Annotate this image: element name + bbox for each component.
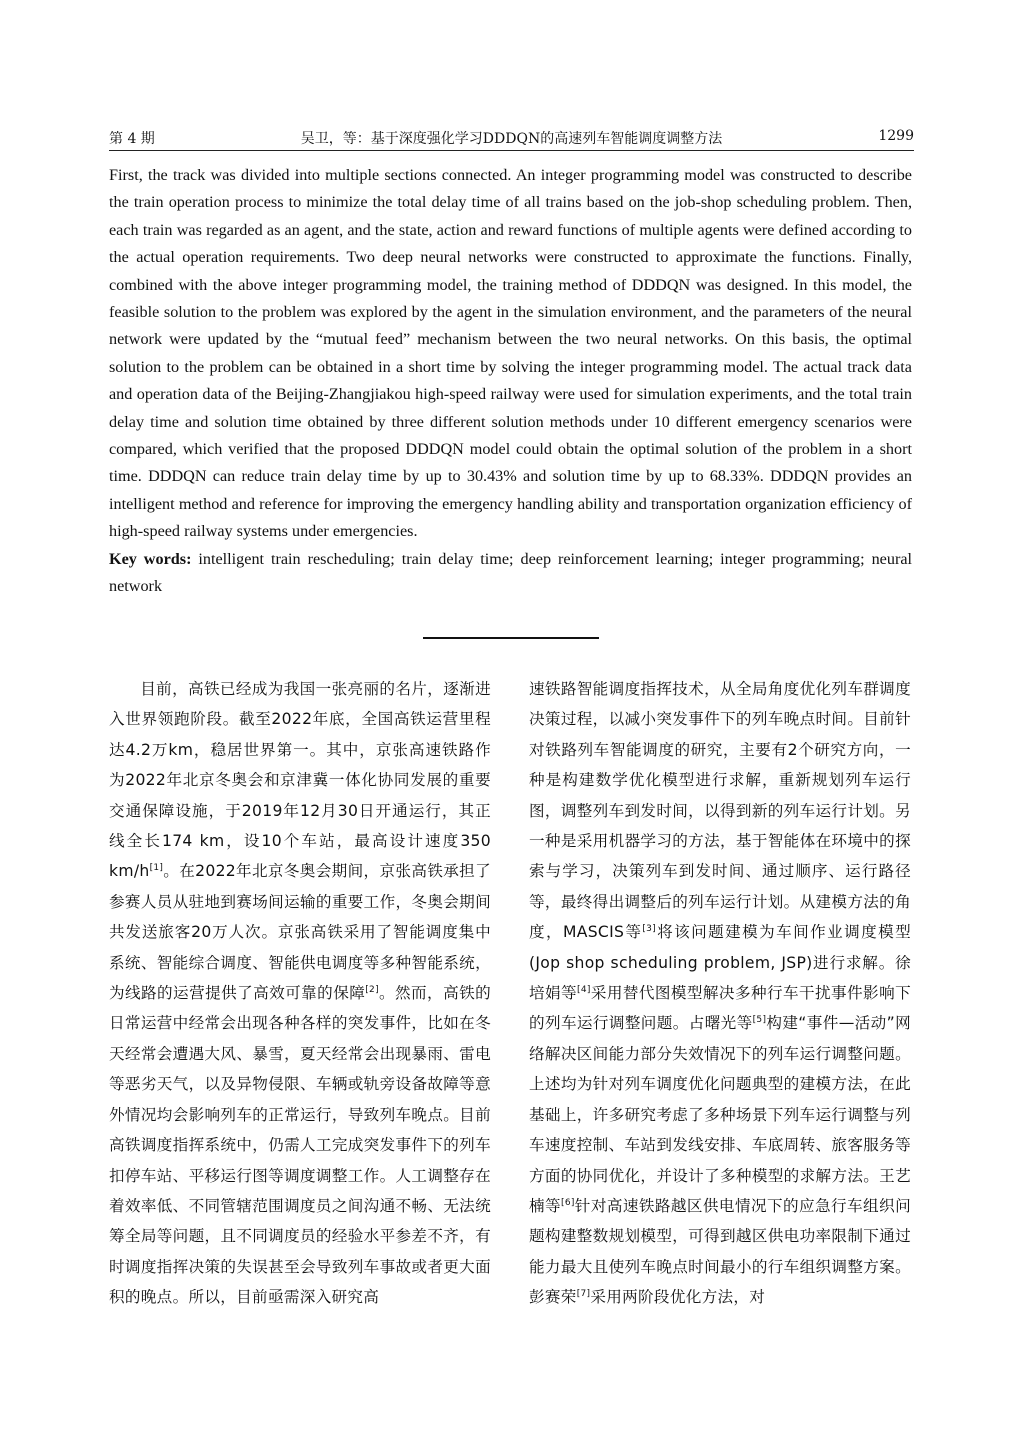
citation[interactable]: [4] (577, 984, 591, 995)
keywords-label: Key words: (109, 549, 192, 568)
body-column-left (109, 674, 491, 1313)
citation[interactable]: [7] (576, 1288, 591, 1299)
citation[interactable]: [1] (149, 863, 164, 874)
text-run: 采用两阶段优化方法，对 (590, 1288, 766, 1307)
text-run: 。在2022年北京冬奥会期间，京张高铁承担了参赛人员从驻地到赛场间运输的重要工作，冬奥会期间共发送旅客20万人次。京张高铁采用了智能调度集中系统、智能综合调度、智能供电调度等多种智能系统，为线路的运营提供了高效可靠的保障 (109, 862, 491, 1003)
citation[interactable]: [6] (561, 1197, 575, 1208)
abstract-text: First, the track was divided into multiple sections connected. An integer programming model was constructed to describe the train operation process to minimize the total delay time of all trains based on the job-shop scheduling problem. Then, each train was regarded as an agent, and the state, action and reward functions of multiple agents were defined according to the actual operation requirements. Two deep neural networks were constructed to approximate the functions. Finally, combined with the above integer programming model, the training method of DDDQN was designed. In this model, the feasible solution to the problem was explored by the agent in the simulation environment, and the parameters of the neural network were updated by the “mutual feed” mechanism between the two neural networks. On this basis, the optimal solution to the problem can be obtained in a short time by solving the integer programming model. The actual track data and operation data of the Beijing-Zhangjiakou high-speed railway were used for simulation experiments, and the total train delay time and solution time obtained by three different solution methods under 10 different emergency scenarios were compared, which verified that the proposed DDDQN model could obtain the optimal solution of the problem in a short time. DDDQN can reduce train delay time by up to 30.43% and solution time by up to 68.33%. DDDQN provides an intelligent method and reference for improving the emergency handling ability and transportation organization efficiency of high-speed railway systems under emergencies. (109, 166, 912, 541)
running-header (109, 128, 914, 151)
text-run: 。然而，高铁的日常运营中经常会出现各种各样的突发事件，比如在冬天经常会遭遇大风、暴雪，夏天经常会出现暴雨、雷电等恶劣天气，以及异物侵限、车辆或轨旁设备故障等意外情况均会影响列车的正常运行，导致列车晚点。目前高铁调度指挥系统中，仍需人工完成突发事件下的列车扣停车站、平移运行图等调度调整工作。人工调整存在着效率低、不同管辖范围调度员之间沟通不畅、无法统筹全局等问题，且不同调度员的经验水平参差不齐，有时调度指挥决策的失误甚至会导致列车事故或者更大面积的晚点。所以，目前亟需深入研究高 (109, 984, 491, 1307)
section-divider (423, 637, 599, 639)
keywords-text: intelligent train rescheduling; train delay time; deep reinforcement learning; integer programming; neural network (109, 549, 913, 596)
english-abstract (109, 162, 912, 601)
citation[interactable]: [2] (365, 984, 379, 995)
text-run: 构建“事件—活动”网络解决区间能力部分失效情况下的列车运行调整问题。上述均为针对列车调度优化问题典型的建模方法，在此基础上，许多研究考虑了多种场景下列车运行调整与列车速度控制、车站到发线安排、车底周转、旅客服务等方面的协同优化，并设计了多种模型的求解方法。王艺楠等 (529, 1014, 911, 1215)
intro-paragraph (109, 674, 491, 1313)
text-run: 采用替代图模型解决多种行车干扰事件影响下的列车运行调整问题。占曙光等 (529, 984, 911, 1033)
issue-number: 第 4 期 (109, 131, 155, 147)
body-column-right (529, 674, 911, 1313)
keywords-line (109, 546, 912, 601)
page-number: 1299 (878, 128, 914, 144)
text-run: 目前，高铁已经成为我国一张亮丽的名片，逐渐进入世界领跑阶段。截至2022年底，全国高铁运营里程达4.2万km，稳居世界第一。其中，京张高速铁路作为2022年北京冬奥会和京津冀一体化协同发展的重要交通保障设施，于2019年12月30日开通运行，其正线全长174 km，设10个车站，最高设计速度350 km/h (109, 680, 491, 881)
intro-paragraph-continued (529, 674, 911, 1313)
citation[interactable]: [3] (642, 924, 656, 935)
text-run: 针对高速铁路越区供电情况下的应急行车组织问题构建整数规划模型，可得到越区供电功率限制下通过能力最大且使列车晚点时间最小的行车组织调整方案。彭赛荣 (529, 1196, 911, 1307)
text-run: 将该问题建模为车间作业调度模型(Jop shop scheduling problem, JSP)进行求解。徐培娟等 (529, 923, 911, 1003)
running-title: 吴卫，等：基于深度强化学习DDDQN的高速列车智能调度调整方法 (300, 131, 723, 147)
citation[interactable]: [5] (752, 1015, 767, 1026)
text-run: 速铁路智能调度指挥技术，从全局角度优化列车群调度决策过程，以减小突发事件下的列车晚点时间。目前针对铁路列车智能调度的研究，主要有2个研究方向，一种是构建数学优化模型进行求解，重新规划列车运行图，调整列车到发时间，以得到新的列车运行计划。另一种是采用机器学习的方法，基于智能体在环境中的探索与学习，决策列车到发时间、通过顺序、运行路径等，最终得出调整后的列车运行计划。从建模方法的角度，MASCIS等 (529, 680, 911, 942)
